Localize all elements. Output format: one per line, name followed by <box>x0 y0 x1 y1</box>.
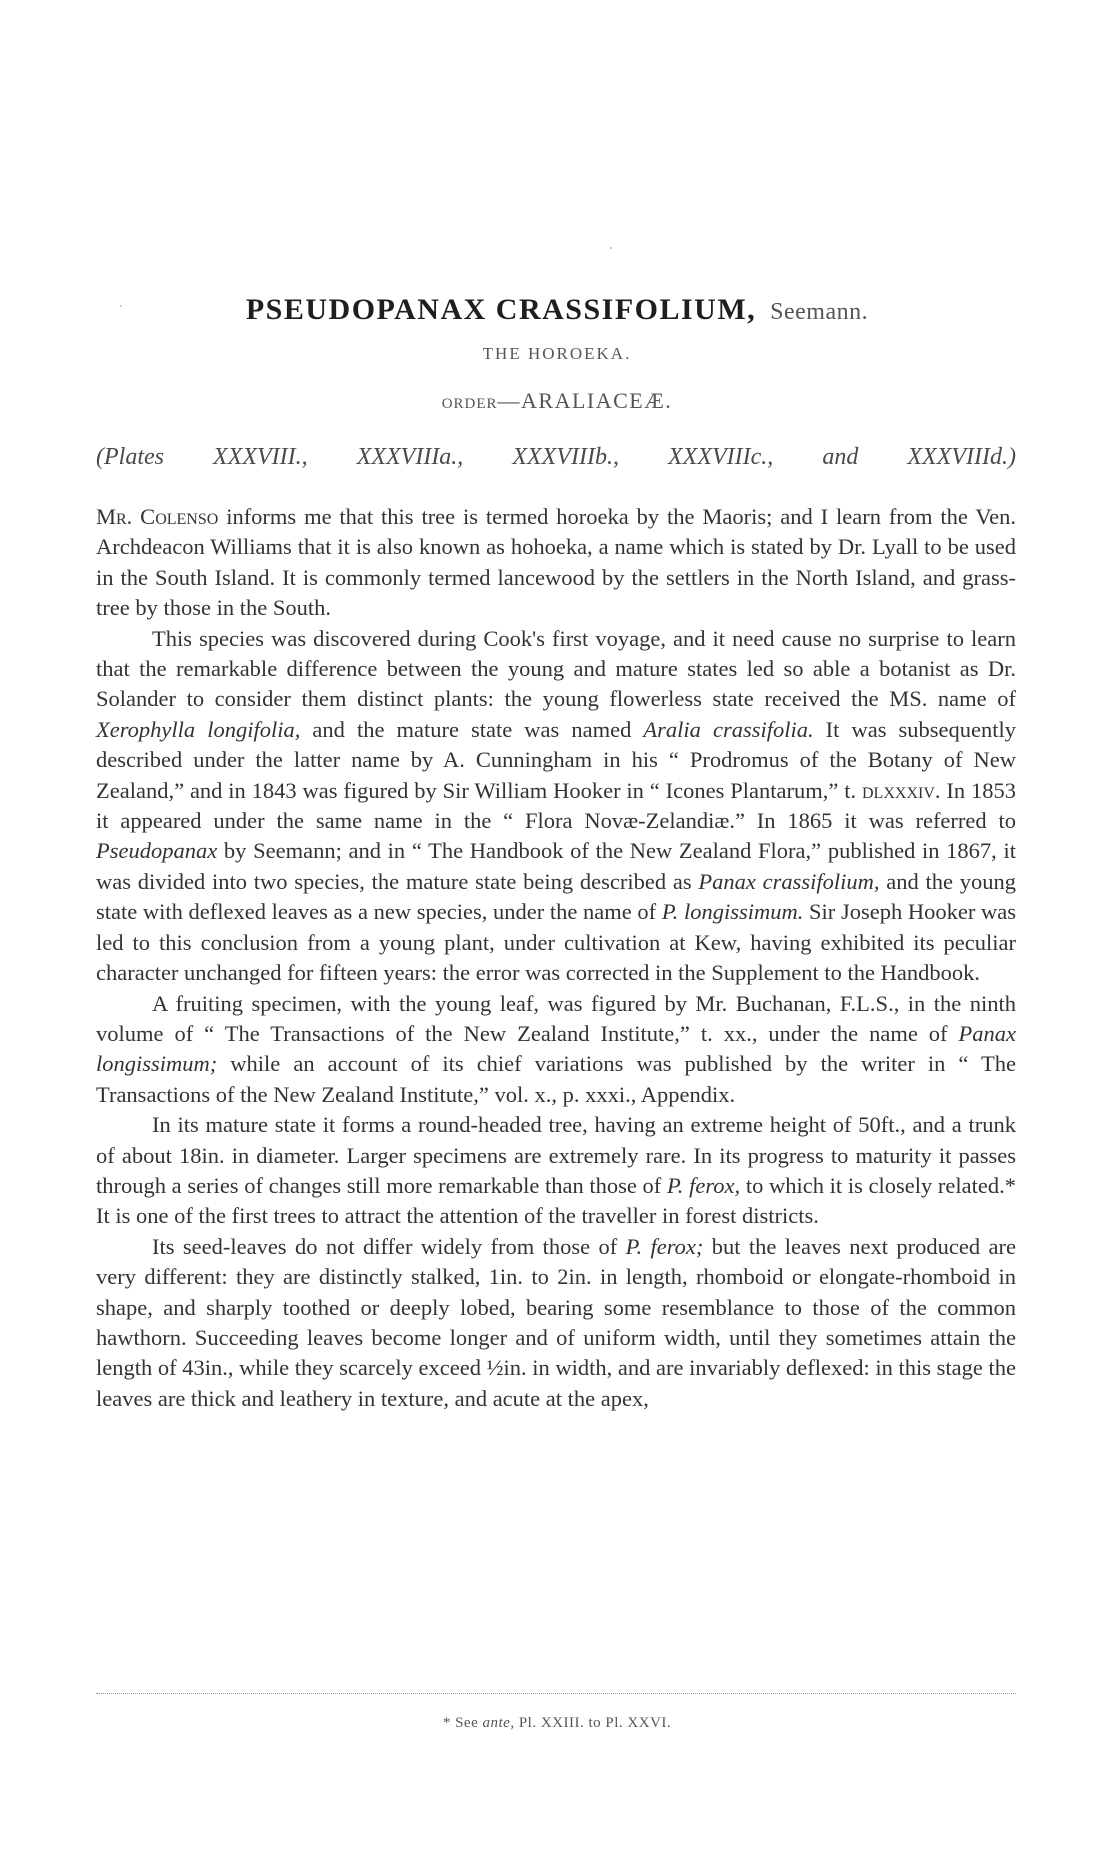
order-label: ORDER <box>441 396 498 412</box>
species-title: PSEUDOPANAX CRASSIFOLIUM, <box>245 293 757 326</box>
paper-speck <box>610 247 612 249</box>
paragraph-text: to which it is closely related.* It is one of the first trees to attract the attention of the traveller in forest districts. <box>96 1172 1016 1229</box>
order-line <box>0 388 1114 414</box>
species-author: Seemann. <box>770 299 869 325</box>
paragraph-2 <box>96 624 1016 989</box>
plate-number: dlxxxiv. <box>862 777 941 803</box>
page-title <box>0 293 1114 327</box>
paragraph-text: Its seed-leaves do not differ widely from those of <box>152 1233 626 1259</box>
paragraph-3 <box>96 989 1016 1111</box>
italic-taxon: P. longissimum. <box>661 899 804 925</box>
italic-taxon: P. ferox, <box>666 1172 741 1198</box>
paragraph-text: but the leaves next produced are very different: they are distinctly stalked, 1in. to 2in. in length, rhomboid or elongate-rhomboid in shape, and sharply toothed or deeply lobed, bearing some resemblance to those of the common hawthorn. Succeeding leaves become longer and of uniform width, until they sometimes attain the length of 43in., while they scarcely exceed ½in. in width, and are invariably deflexed: in this stage the leaves are thick and leathery in texture, and acute at the apex, <box>96 1233 1016 1411</box>
plates-reference: (Plates XXXVIII., XXXVIIIa., XXXVIIIb., XXXVIIIc., and XXXVIIId.) <box>96 444 1016 470</box>
italic-taxon: Panax longissimum; <box>96 1020 1016 1077</box>
italic-taxon: Xerophylla longifolia, <box>96 716 301 742</box>
footnote-text: Pl. XXIII. to Pl. XXVI. <box>514 1715 672 1731</box>
italic-taxon: Panax crassifolium, <box>698 868 880 894</box>
paragraph-text: while an account of its chief variations was published by the writer in “ The Transactions of the New Zealand Institute,” vol. x., p. xxxi., Appendix. <box>96 1051 1016 1107</box>
order-name: —ARALIACEÆ. <box>497 388 673 413</box>
paragraph-text: It was subsequently described under the latter name by A. Cunningham in his “ Prodromus of the Botany of New Zealand,” and in 1843 was figured by Sir William Hooker in “ Icones Plantarum,” t. <box>96 716 1017 803</box>
paragraph-4 <box>96 1110 1016 1232</box>
paragraph-lead: Mr. Colenso <box>96 504 219 529</box>
italic-taxon: Aralia crassifolia. <box>643 716 814 742</box>
paragraph-text: Sir Joseph Hooker was led to this conclusion from a young plant, under cultivation at Kew, having exhibited its peculiar character unchanged for fifteen years: the error was corrected in the Supplement to the Handbook. <box>96 899 1016 986</box>
italic-taxon: P. ferox; <box>625 1233 704 1259</box>
paragraph-text: informs me that this tree is termed horoeka by the Maoris; and I learn from the Ven. Archdeacon Williams that it is also known as hohoeka, a name which is stated by Dr. Lyall to be used in the South Island. It is commonly termed lancewood by the settlers in the North Island, and grass-tree by those in the South. <box>96 504 1017 621</box>
paragraph-text: In 1853 it appeared under the same name in the “ Flora Novæ-Zelandiæ.” In 1865 it was referred to <box>96 777 1016 834</box>
paragraph-text: A fruiting specimen, with the young leaf, was figured by Mr. Buchanan, F.L.S., in the ninth volume of “ The Transactions of the New Zealand Institute,” t. xx., under the name of <box>96 990 1016 1046</box>
footnote-divider <box>96 1693 1016 1694</box>
paragraph-text: and the young state with deflexed leaves as a new species, under the name of <box>96 868 1016 925</box>
italic-taxon: Pseudopanax <box>96 838 218 864</box>
paragraph-text: This species was discovered during Cook's first voyage, and it need cause no surprise to learn that the remarkable difference between the young and mature states led so able a botanist as Dr. Solander to consider them distinct plants: the young flowerless state received the MS. name of <box>96 625 1016 712</box>
paragraph-text: In its mature state it forms a round-headed tree, having an extreme height of 50ft., and a trunk of about 18in. in diameter. Larger specimens are extremely rare. In its progress to maturity it passes through a series of changes still more remarkable than those of <box>96 1112 1016 1198</box>
body-text <box>96 502 1016 1414</box>
paragraph-text: and the mature state was named <box>300 716 644 742</box>
paragraph-1 <box>96 502 1016 624</box>
footnote <box>0 1715 1114 1732</box>
footnote-italic: ante, <box>482 1715 515 1731</box>
paragraph-text: by Seemann; and in “ The Handbook of the New Zealand Flora,” published in 1867, it was divided into two species, the mature state being described as <box>96 838 1016 894</box>
common-name: THE HOROEKA. <box>482 344 632 363</box>
footnote-text: * See <box>442 1715 483 1731</box>
paragraph-5 <box>96 1232 1016 1414</box>
